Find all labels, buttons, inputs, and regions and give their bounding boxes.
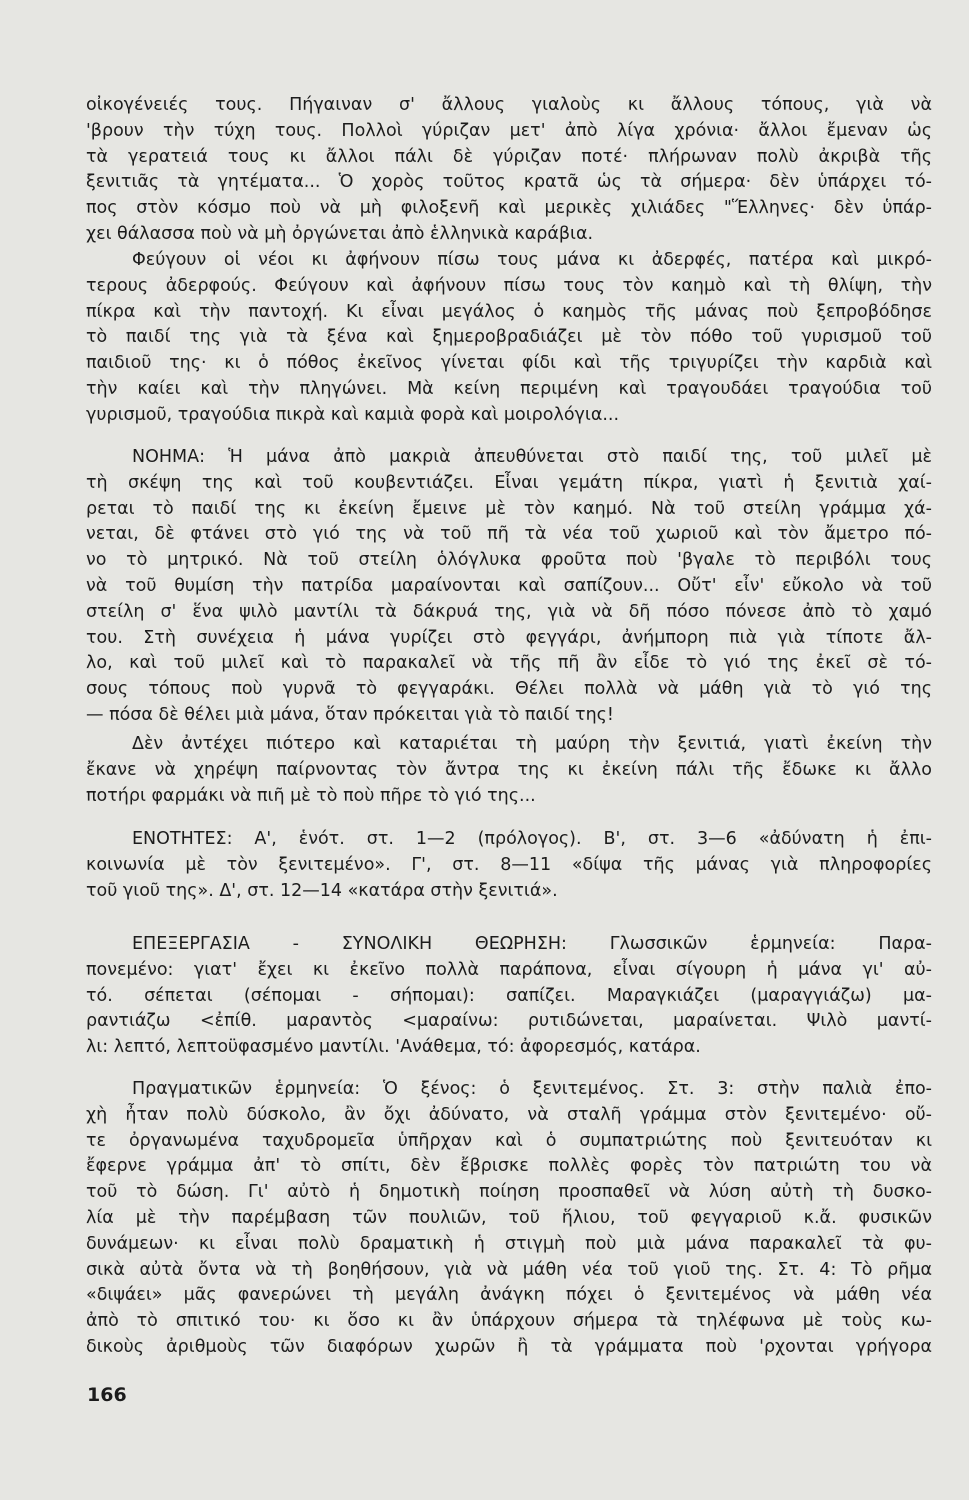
text-line: νὰ τοῦ θυμίση τὴν πατρίδα μαραίνονται καὶ σαπίζουν... Οὔτ' εἶν' εὔκολο νὰ τοῦ bbox=[86, 575, 932, 596]
paragraph-noima bbox=[86, 445, 932, 729]
text-line: γυρισμοῦ, τραγούδια πικρὰ καὶ καμιὰ φορὰ καὶ μοιρολόγια... bbox=[86, 404, 620, 425]
text-line: στείλη σ' ἕνα ψιλὸ μαντίλι τὰ δάκρυά της, γιὰ νὰ δῆ πόσο πόνεσε ἀπὸ τὸ χαμό bbox=[86, 601, 932, 622]
text-line: ΕΠΕΞΕΡΓΑΣΙΑ - ΣΥΝΟΛΙΚΗ ΘΕΩΡΗΣΗ: Γλωσσικῶν ἑρμηνεία: Παρα- bbox=[132, 934, 932, 954]
text-line: «διψάει» μᾶς φανερώνει τὴ μεγάλη ἀνάγκη πόχει ὁ ξενιτεμένος νὰ μάθη νέα bbox=[86, 1285, 932, 1306]
paragraph-enotites bbox=[86, 827, 932, 904]
paragraph-epexergasia bbox=[86, 932, 932, 1061]
paragraph-pragmatikon bbox=[86, 1077, 932, 1361]
text-line: νεται, δὲ φτάνει στὸ γιό της νὰ τοῦ πῆ τὰ νέα τοῦ χωριοῦ καὶ τὸν ἄμετρο πό- bbox=[86, 524, 932, 545]
text-line: χει θάλασσα ποὺ νὰ μὴ ὀργώνεται ἀπὸ ἑλληνικὰ καράβια. bbox=[86, 223, 594, 244]
text-line: τε ὀργανωμένα ταχυδρομεῖα ὑπῆρχαν καὶ ὁ συμπατριώτης ποὺ ξενιτευόταν κι bbox=[86, 1130, 932, 1151]
text-line: ἔκανε νὰ χηρέψη παίρνοντας τὸν ἄντρα της κι ἐκείνη πάλι τῆς ἔδωκε κι ἄλλο bbox=[86, 759, 932, 780]
text-line: τοῦ τὸ δώση. Γι' αὐτὸ ἡ δημοτικὴ ποίηση προσπαθεῖ νὰ λύση αὐτὴ τὴ δυσκο- bbox=[86, 1182, 932, 1203]
text-line: λο, καὶ τοῦ μιλεῖ καὶ τὸ παρακαλεῖ νὰ τῆς πῆ ἂν εἶδε τὸ γιό της ἐκεῖ σὲ τό- bbox=[86, 653, 932, 674]
paragraph-1 bbox=[86, 93, 932, 248]
text-line: λία μὲ τὴν παρέμβαση τῶν πουλιῶν, τοῦ ἥλιου, τοῦ φεγγαριοῦ κ.ἄ. φυσικῶν bbox=[86, 1207, 932, 1228]
text-line: ἔφερνε γράμμα ἀπ' τὸ σπίτι, δὲν ἔβρισκε πολλὲς φορὲς τὸν πατριώτη του νὰ bbox=[86, 1156, 932, 1177]
text-line: τὰ γερατειά τους κι ἄλλοι πάλι δὲ γύριζαν ποτέ· πλήρωναν πολὺ ἀκριβὰ τῆς bbox=[86, 146, 932, 167]
text-line: κοινωνία μὲ τὸν ξενιτεμένο». Γ', στ. 8—11 «δίψα τῆς μάνας γιὰ πληροφορίες bbox=[86, 854, 932, 875]
text-line: — πόσα δὲ θέλει μιὰ μάνα, ὅταν πρόκειται γιὰ τὸ παιδί της! bbox=[86, 704, 614, 725]
text-line: του. Στὴ συνέχεια ἡ μάνα γυρίζει στὸ φεγγάρι, ἀνήμπορη πιὰ γιὰ τίποτε ἄλ- bbox=[86, 627, 932, 648]
paragraph-2 bbox=[86, 248, 932, 429]
text-line: λι: λεπτό, λεπτοϋφασμένο μαντίλι. 'Ανάθεμα, τό: ἀφορεσμός, κατάρα. bbox=[86, 1037, 701, 1058]
text-line: πίκρα καὶ τὴν παντοχή. Κι εἶναι μεγάλος ὁ καημὸς τῆς μάνας ποὺ ξεπροβόδησε bbox=[86, 301, 932, 322]
text-line: τὸ παιδί της γιὰ τὰ ξένα καὶ ξημεροβραδιάζει μὲ τὸν πόθο τοῦ γυρισμοῦ τοῦ bbox=[86, 327, 932, 348]
text-line: σικὰ αὐτὰ ὄντα νὰ τὴ βοηθήσουν, γιὰ νὰ μάθη νέα τοῦ γιοῦ της. Στ. 4: Τὸ ρῆμα bbox=[86, 1259, 932, 1280]
text-line: ΕΝΟΤΗΤΕΣ: Α', ἑνότ. στ. 1—2 (πρόλογος). Β', στ. 3—6 «ἀδύνατη ἡ ἐπι- bbox=[132, 829, 932, 849]
text-line: ραντιάζω <ἐπίθ. μαραντὸς <μαραίνω: ρυτιδώνεται, μαραίνεται. Ψιλὸ μαντί- bbox=[86, 1011, 932, 1032]
text-line: Πραγματικῶν ἑρμηνεία: Ὁ ξένος: ὁ ξενιτεμένος. Στ. 3: στὴν παλιὰ ἐπο- bbox=[132, 1079, 932, 1099]
text-line: ξενιτιᾶς τὰ γητέματα... Ὁ χορὸς τοῦτος κρατᾶ ὡς τὰ σήμερα· δὲν ὑπάρχει τό- bbox=[86, 172, 932, 193]
text-line: τὴν καίει καὶ τὴν πληγώνει. Μὰ κείνη περιμένη καὶ τραγουδάει τραγούδια τοῦ bbox=[86, 378, 932, 399]
text-line: σους τόπους ποὺ γυρνᾶ τὸ φεγγαράκι. Θέλει πολλὰ νὰ μάθη γιὰ τὸ γιό της bbox=[86, 679, 932, 700]
text-line: χὴ ἦταν πολὺ δύσκολο, ἂν ὄχι ἀδύνατο, νὰ σταλῆ γράμμα στὸν ξενιτεμένο· οὔ- bbox=[86, 1104, 932, 1125]
page-number: 166 bbox=[87, 1384, 127, 1406]
text-line: τοῦ γιοῦ της». Δ', στ. 12—14 «κατάρα στὴν ξενιτιά». bbox=[86, 880, 558, 901]
text-line: οἰκογένειές τους. Πήγαιναν σ' ἄλλους γιαλοὺς κι ἄλλους τόπους, γιὰ νὰ bbox=[86, 95, 932, 115]
text-line: τό. σέπεται (σέπομαι - σήπομαι): σαπίζει. Μαραγκιάζει (μαραγγιάζω) μα- bbox=[86, 985, 932, 1006]
text-line: Δὲν ἀντέχει πιότερο καὶ καταριέται τὴ μαύρη τὴν ξενιτιά, γιατὶ ἐκείνη τὴν bbox=[132, 734, 932, 754]
text-line: Φεύγουν οἱ νέοι κι ἀφήνουν πίσω τους μάνα κι ἀδερφές, πατέρα καὶ μικρό- bbox=[132, 250, 932, 270]
text-line: ΝΟΗΜΑ: Ἡ μάνα ἀπὸ μακριὰ ἀπευθύνεται στὸ παιδί της, τοῦ μιλεῖ μὲ bbox=[132, 447, 932, 467]
text-line: πονεμένο: γιατ' ἔχει κι ἐκεῖνο πολλὰ παράπονα, εἶναι σίγουρη ἡ μάνα γι' αὐ- bbox=[86, 959, 932, 980]
text-line: τὴ σκέψη της καὶ τοῦ κουβεντιάζει. Εἶναι γεμάτη πίκρα, γιατὶ ἡ ξενιτιὰ χαί- bbox=[86, 472, 932, 493]
text-line: ἀπὸ τὸ σπιτικό του· κι ὅσο κι ἂν ὑπάρχουν σήμερα τὰ τηλέφωνα μὲ τοὺς κω- bbox=[86, 1311, 932, 1332]
text-line: δυνάμεων· κι εἶναι πολὺ δραματικὴ ἡ στιγμὴ ποὺ μιὰ μάνα παρακαλεῖ τὰ φυ- bbox=[86, 1233, 932, 1254]
text-line: δικοὺς ἀριθμοὺς τῶν διαφόρων χωρῶν ἢ τὰ γράμματα ποὺ 'ρχονται γρήγορα bbox=[86, 1336, 932, 1357]
paragraph-4 bbox=[86, 732, 932, 809]
text-line: νο τὸ μητρικό. Νὰ τοῦ στείλη ὁλόγλυκα φροῦτα ποὺ 'βγαλε τὸ περιβόλι τους bbox=[86, 550, 932, 571]
text-line: τερους ἀδερφούς. Φεύγουν καὶ ἀφήνουν πίσω τους τὸν καημὸ καὶ τὴ θλίψη, τὴν bbox=[86, 275, 932, 296]
text-line: ρεται τὸ παιδί της κι ἐκείνη ἔμεινε μὲ τὸν καημό. Νὰ τοῦ στείλη γράμμα χά- bbox=[86, 498, 932, 519]
text-line: 'βρουν τὴν τύχη τους. Πολλοὶ γύριζαν μετ' ἀπὸ λίγα χρόνια· ἄλλοι ἔμεναν ὡς bbox=[86, 120, 932, 141]
text-line: παιδιοῦ της· κι ὁ πόθος ἐκεῖνος γίνεται φίδι καὶ τῆς τριγυρίζει τὴν καρδιὰ καὶ bbox=[86, 353, 932, 374]
text-line: πος στὸν κόσμο ποὺ νὰ μὴ φιλοξενῆ καὶ μερικὲς χιλιάδες "Ἕλληνες· δὲν ὑπάρ- bbox=[86, 198, 932, 219]
text-line: ποτήρι φαρμάκι νὰ πιῆ μὲ τὸ ποὺ πῆρε τὸ γιό της... bbox=[86, 785, 536, 806]
